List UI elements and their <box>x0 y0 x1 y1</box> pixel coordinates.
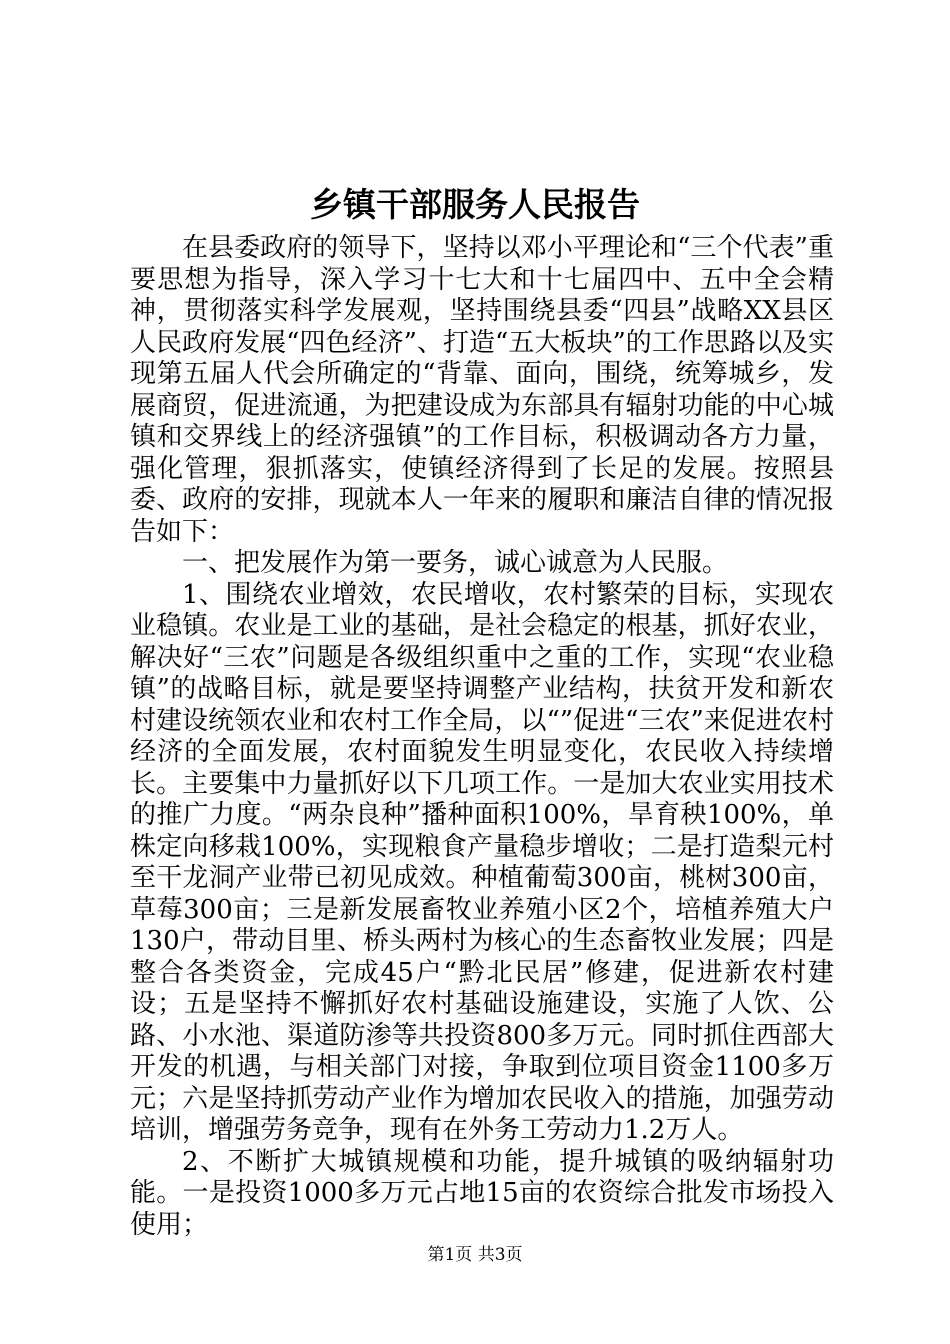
page-footer: 第1页 共3页 <box>427 1245 523 1265</box>
paragraph-section-heading: 一、把发展作为第一要务，诚心诚意为人民服。 <box>182 548 729 578</box>
paragraph-item-1: 1、围绕农业增效，农民增收，农村繁荣的目标，实现农业稳镇。农业是工业的基础，是社会稳定的根基，抓好农业，解决好“三农”问题是各级组织重中之重的工作，实现“农业稳镇”的战略目标，就是要坚持调整产业结构，扶贫开发和新农村建设统领农业和农村工作全局，以“”促进“三农”来促进农村经济的全面发展，农村面貌发生明显变化，农民收入持续增长。主要集中力量抓好以下几项工作。一是加大农业实用技术的推广力度。“两杂良种”播种面积100%，旱育秧100%，单株定向移栽100%，实现粮食产量稳步增收；二是打造梨元村至干龙洞产业带已初见成效。种植葡萄300亩，桃树300亩，草莓300亩；三是新发展畜牧业养殖小区2个，培植养殖大户130户，带动目里、桥头两村为核心的生态畜牧业发展；四是整合各类资金，完成45户“黔北民居”修建，促进新农村建设；五是坚持不懈抓好农村基础设施建设，实施了人饮、公路、小水池、渠道防渗等共投资800多万元。同时抓住西部大开发的机遇，与相关部门对接，争取到位项目资金1100多万元；六是坚持抓劳动产业作为增加农民收入的措施，加强劳动培训，增强劳务竞争，现有在外务工劳动力1.2万人。 <box>130 579 834 1145</box>
document-body <box>130 233 834 1241</box>
paragraph-item-2: 2、不断扩大城镇规模和功能，提升城镇的吸纳辐射功能。一是投资1000多万元占地15亩的农资综合批发市场投入使用； <box>130 1146 834 1240</box>
page-title: 乡镇干部服务人民报告 <box>310 185 640 224</box>
paragraph-intro: 在县委政府的领导下，坚持以邓小平理论和“三个代表”重要思想为指导，深入学习十七大和十七届四中、五中全会精神，贯彻落实科学发展观，坚持围绕县委“四县”战略XX县区人民政府发展“四色经济”、打造“五大板块”的工作思路以及实现第五届人代会所确定的“背靠、面向，围绕，统筹城乡，发展商贸，促进流通，为把建设成为东部具有辐射功能的中心城镇和交界线上的经济强镇”的工作目标，积极调动各方力量，强化管理，狠抓落实，使镇经济得到了长足的发展。按照县委、政府的安排，现就本人一年来的履职和廉洁自律的情况报告如下： <box>130 233 834 547</box>
